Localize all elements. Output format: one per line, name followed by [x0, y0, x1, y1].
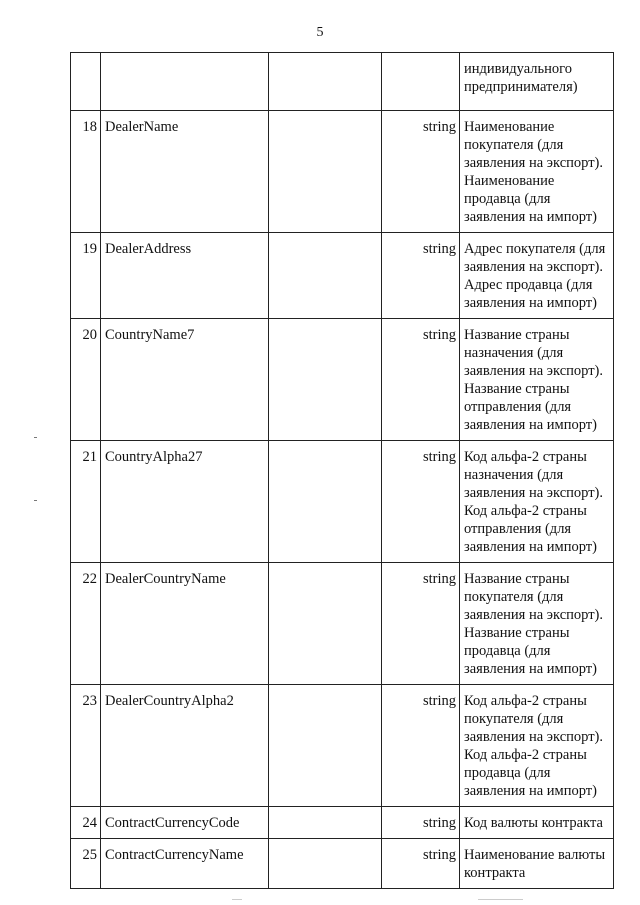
field-type: string	[382, 111, 460, 233]
empty-cell	[269, 233, 382, 319]
field-name: DealerCountryAlpha2	[101, 685, 269, 807]
field-type: string	[382, 319, 460, 441]
table-row	[71, 685, 614, 807]
empty-cell	[269, 319, 382, 441]
table-row	[71, 111, 614, 233]
table-row	[71, 441, 614, 563]
table-body	[71, 53, 614, 889]
empty-cell	[269, 807, 382, 839]
row-number	[71, 53, 101, 111]
table-row	[71, 319, 614, 441]
table-row	[71, 839, 614, 889]
field-description: Адрес покупателя (для заявления на экспорт). Адрес продавца (для заявления на импорт)	[460, 233, 614, 319]
field-description: Название страны назначения (для заявления на экспорт). Название страны отправления (для заявления на импорт)	[460, 319, 614, 441]
field-type: string	[382, 685, 460, 807]
row-number: 25	[71, 839, 101, 889]
scan-mark	[34, 500, 37, 501]
field-name	[101, 53, 269, 111]
empty-cell	[269, 111, 382, 233]
empty-cell	[269, 685, 382, 807]
field-description: Наименование валюты контракта	[460, 839, 614, 889]
table-row	[71, 563, 614, 685]
field-description: Код валюты контракта	[460, 807, 614, 839]
field-name: ContractCurrencyCode	[101, 807, 269, 839]
page-number: 5	[316, 25, 324, 40]
empty-cell	[269, 441, 382, 563]
field-type: string	[382, 807, 460, 839]
field-name: ContractCurrencyName	[101, 839, 269, 889]
empty-cell	[269, 839, 382, 889]
scan-mark	[478, 899, 523, 900]
row-number: 19	[71, 233, 101, 319]
field-description: Код альфа-2 страны покупателя (для заявления на экспорт). Код альфа-2 страны продавца (для заявления на импорт)	[460, 685, 614, 807]
field-description: индивидуального предпринимателя)	[460, 53, 614, 111]
row-number: 18	[71, 111, 101, 233]
field-type: string	[382, 441, 460, 563]
field-type: string	[382, 233, 460, 319]
field-name: CountryAlpha27	[101, 441, 269, 563]
scan-mark	[232, 899, 242, 900]
row-number: 20	[71, 319, 101, 441]
row-number: 24	[71, 807, 101, 839]
field-type: string	[382, 839, 460, 889]
field-name: DealerCountryName	[101, 563, 269, 685]
field-description: Код альфа-2 страны назначения (для заявления на экспорт). Код альфа-2 страны отправления (для заявления на импорт)	[460, 441, 614, 563]
scan-mark	[34, 437, 37, 438]
empty-cell	[269, 563, 382, 685]
table-row	[71, 807, 614, 839]
table-row	[71, 233, 614, 319]
field-name: DealerAddress	[101, 233, 269, 319]
field-description: Наименование покупателя (для заявления на экспорт). Наименование продавца (для заявления на импорт)	[460, 111, 614, 233]
field-spec-table	[70, 52, 614, 889]
field-name: CountryName7	[101, 319, 269, 441]
field-type	[382, 53, 460, 111]
row-number: 21	[71, 441, 101, 563]
field-type: string	[382, 563, 460, 685]
empty-cell	[269, 53, 382, 111]
field-name: DealerName	[101, 111, 269, 233]
field-description: Название страны покупателя (для заявления на экспорт). Название страны продавца (для заявления на импорт)	[460, 563, 614, 685]
row-number: 23	[71, 685, 101, 807]
table-row	[71, 53, 614, 111]
row-number: 22	[71, 563, 101, 685]
